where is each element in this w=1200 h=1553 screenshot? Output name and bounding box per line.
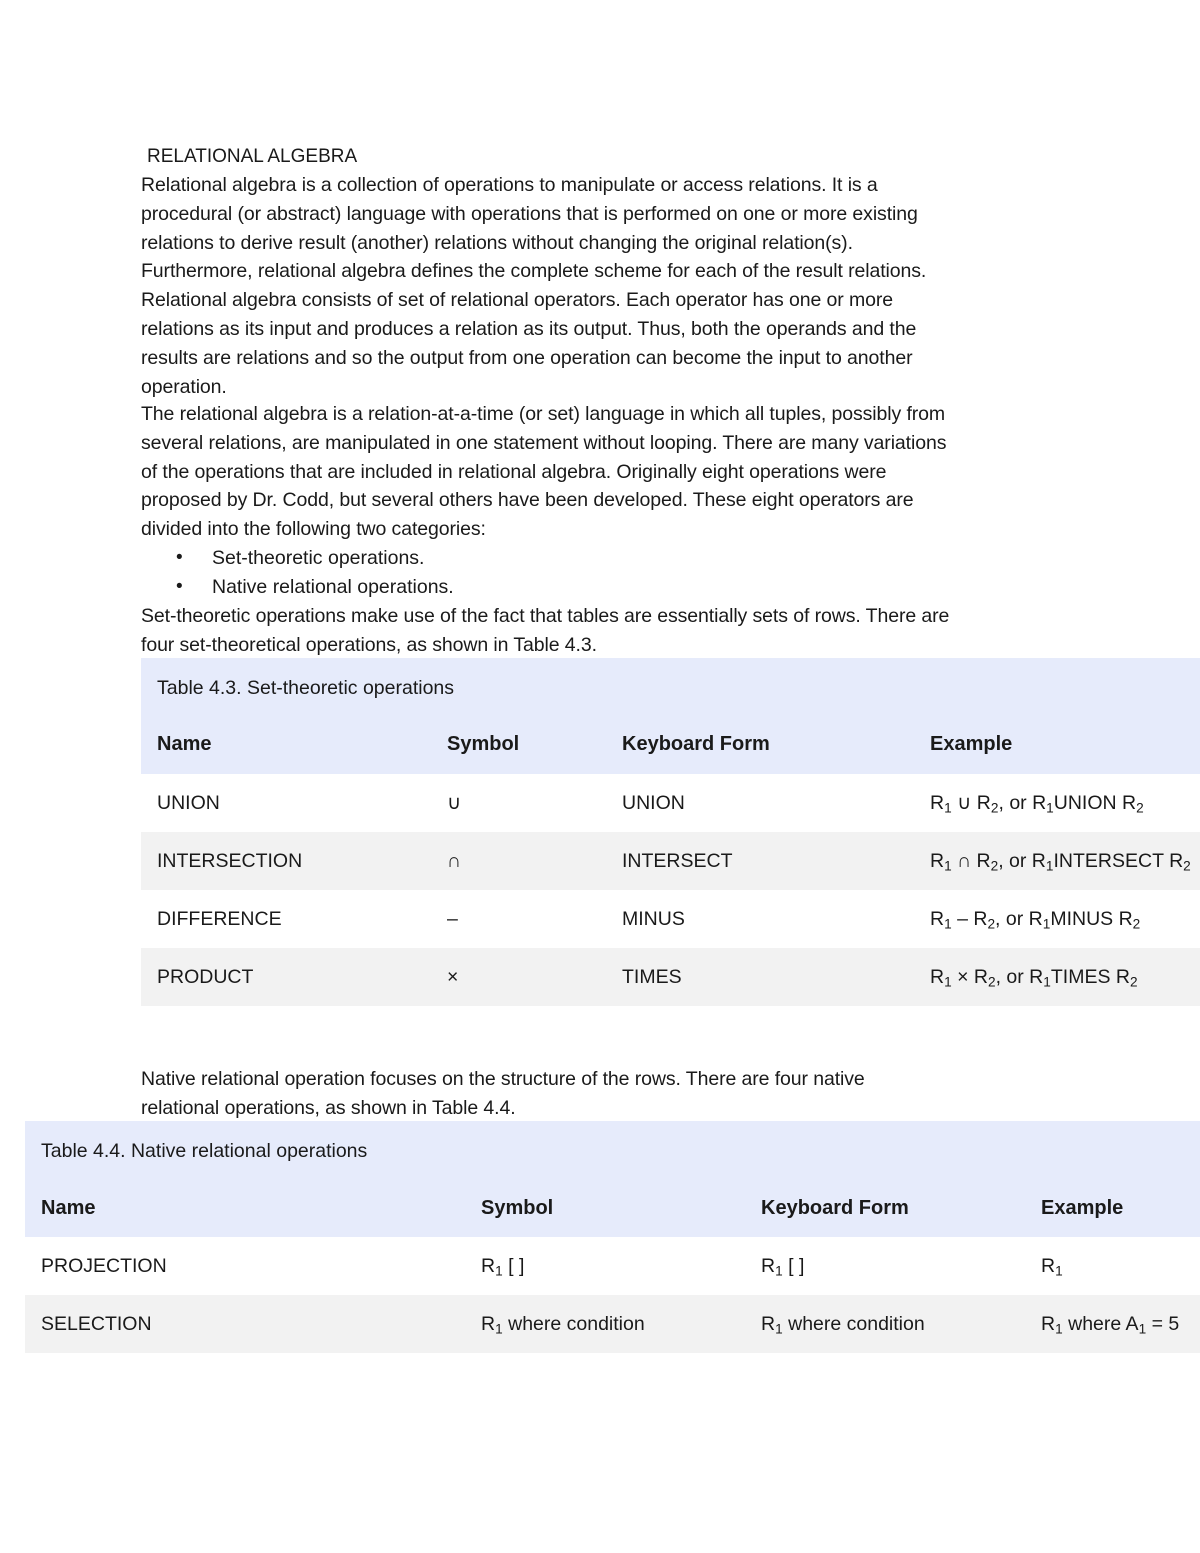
table-row <box>141 832 1200 890</box>
cell-name: SELECTION <box>41 1312 152 1335</box>
set-theoretic-paragraph: Set-theoretic operations make use of the fact that tables are essentially sets of rows. There are four set-theoretical operations, as shown in Table 4.3. <box>141 605 950 656</box>
set-theoretic-table <box>141 658 1200 1006</box>
bullet-icon: • <box>176 575 183 597</box>
cell-keyboard: INTERSECT <box>622 849 733 872</box>
table-header-row <box>141 715 1200 774</box>
table-row <box>141 948 1200 1006</box>
column-header: Name <box>41 1196 96 1219</box>
cell-example: $R_1 \times R_2$, or $R_1TIMES$ $R_2$ <box>930 965 1138 989</box>
cell-keyboard: $R_1$ [ ] <box>761 1254 805 1278</box>
cell-name: PROJECTION <box>41 1254 167 1277</box>
column-header: Example <box>1041 1196 1124 1219</box>
native-relational-table <box>25 1121 1200 1353</box>
table-row <box>25 1295 1200 1353</box>
cell-symbol: ∩ <box>447 849 462 872</box>
category-list <box>141 544 454 602</box>
column-header: Keyboard Form <box>622 733 770 755</box>
cell-name: PRODUCT <box>157 965 254 988</box>
cell-name: INTERSECTION <box>157 849 303 872</box>
cell-example: $R_1$ where $A_1 = 5$ <box>1041 1312 1180 1336</box>
cell-symbol: – <box>447 907 458 930</box>
column-header: Name <box>157 733 212 755</box>
table-row <box>25 1237 1200 1295</box>
list-item: • Native relational operations. <box>141 573 454 602</box>
cell-keyboard: $R_1$ where condition <box>761 1312 925 1336</box>
list-item: • Set-theoretic operations. <box>141 544 454 573</box>
table-row <box>141 774 1200 832</box>
cell-keyboard: TIMES <box>622 965 682 988</box>
cell-symbol: $R_1$ [ ] <box>481 1254 525 1278</box>
column-header: Symbol <box>481 1196 554 1219</box>
table-caption: Table 4.3. Set-theoretic operations <box>141 658 1200 715</box>
cell-symbol: $R_1$ where condition <box>481 1312 645 1336</box>
column-header: Keyboard Form <box>761 1196 909 1219</box>
column-header: Symbol <box>447 733 520 755</box>
intro-paragraph: Relational algebra is a collection of operations to manipulate or access relations. It is a procedural (or abstract) language with operations that is performed on one or more existing relations to derive result (another) relations without changing the original relation(s). Furthermore, relational algebra defines the complete scheme for each of the result relations. Relational algebra consists of set of relational operators. Each operator has one or more relations as its input and produces a relation as its output. Thus, both the operands and the results are relations and so the output from one operation can become the input to another operation. <box>141 174 927 398</box>
cell-example: $R_1$ <box>1041 1254 1063 1278</box>
cell-name: UNION <box>157 791 220 814</box>
cell-symbol: × <box>447 965 459 988</box>
cell-example: $R_1$ ∩ $R_2$, or $R_1INTERSECT$ $R_2$ <box>930 849 1191 873</box>
page-title: RELATIONAL ALGEBRA <box>147 146 358 167</box>
table-header-row <box>25 1179 1200 1237</box>
categories-paragraph: The relational algebra is a relation-at-a-time (or set) language in which all tuples, possibly from several relations, are manipulated in one statement without looping. There are many variations of the operations that are included in relational algebra. Originally eight operations were proposed by Dr. Codd, but several others have been developed. These eight operators are divided into the following two categories: <box>141 403 947 541</box>
cell-keyboard: MINUS <box>622 907 685 930</box>
native-paragraph: Native relational operation focuses on the structure of the rows. There are four native relational operations, as shown in Table 4.4. <box>141 1068 865 1119</box>
table-caption: Table 4.4. Native relational operations <box>25 1121 1200 1179</box>
column-header: Example <box>930 733 1013 755</box>
cell-example: $R_1$ ∪ $R_2$, or $R_1UNION$ $R_2$ <box>930 792 1144 816</box>
cell-name: DIFFERENCE <box>157 907 282 930</box>
bullet-icon: • <box>176 547 183 568</box>
table-row <box>141 890 1200 948</box>
cell-example: $R_1 - R_2$, or $R_1MINUS$ $R_2$ <box>930 907 1141 931</box>
cell-keyboard: UNION <box>622 791 685 814</box>
cell-symbol: ∪ <box>447 792 462 814</box>
